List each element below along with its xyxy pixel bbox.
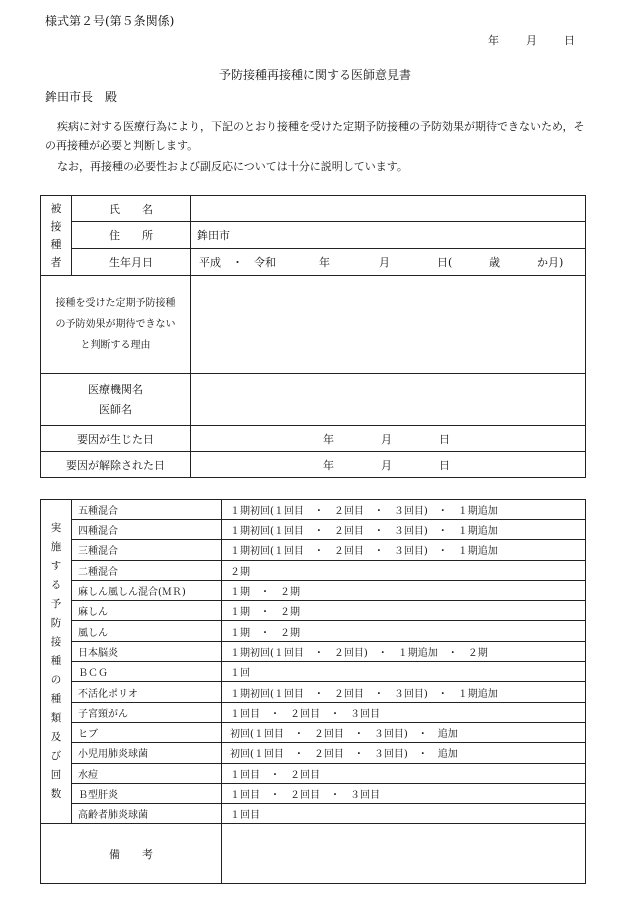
vaccine-name: 五種混合 [72,500,222,520]
vaccine-name: ヒブ [72,722,222,742]
dob-label: 生年月日 [72,249,191,276]
address-label: 住 所 [72,222,191,249]
address-field[interactable]: 鉾田市 [191,222,586,249]
vaccine-doses[interactable]: １回目 ・ ２回目 [222,763,586,783]
remarks-field[interactable] [222,824,586,884]
submission-day: 日 [564,34,575,47]
vaccine-doses[interactable]: １期初回(１回目 ・ ２回目 ・ ３回目) ・ １期追加 [222,520,586,540]
side-label-char: の [50,674,62,687]
side-label-char: 回 [50,769,62,782]
vaccine-name: 小児用肺炎球菌 [72,743,222,763]
vaccine-doses[interactable]: １回 [222,662,586,682]
vaccine-doses[interactable]: １期初回(１回目 ・ ２回目 ・ ３回目) ・ １期追加 [222,682,586,702]
vaccine-doses[interactable]: １期初回(１回目 ・ ２回目 ・ ３回目) ・ １期追加 [222,500,586,520]
vaccine-doses[interactable]: １回目 [222,804,586,824]
vaccine-name: 四種混合 [72,520,222,540]
vaccine-doses[interactable]: １期 ・ ２期 [222,621,586,641]
side-label-char: す [50,560,62,573]
resolved-date-field[interactable]: 年 月 日 [191,452,586,478]
name-label: 氏 名 [72,196,191,222]
side-label-char: る [50,579,62,592]
doctor-label: 医師名 [99,402,132,416]
cause-date-label: 要因が生じた日 [41,426,191,452]
submission-year: 年 [488,34,499,47]
patient-info-table [40,195,586,478]
side-label-char: 種 [50,655,62,668]
dob-month: 月 [379,256,390,269]
dob-era: 平成 ・ 令和 [199,256,276,269]
vaccine-name: 水痘 [72,763,222,783]
submission-month: 月 [526,34,537,47]
vaccine-doses[interactable]: １回目 ・ ２回目 ・ ３回目 [222,783,586,803]
vaccine-doses[interactable]: ２期 [222,560,586,580]
statement-paragraph: 疾病に対する医療行為により，下記のとおり接種を受けた定期予防接種の予防効果が期待できないため，その再接種が必要と判断します。 [45,120,585,152]
institution-label: 医療機関名 [88,382,143,396]
vaccine-doses[interactable]: １期 ・ ２期 [222,580,586,600]
side-label-char: 予 [50,598,62,611]
side-label-char: 類 [50,712,62,725]
vaccine-name: Ｂ型肝炎 [72,783,222,803]
vaccine-name: 高齢者肺炎球菌 [72,804,222,824]
vaccine-name: 麻しん風しん混合(ＭＲ) [72,580,222,600]
vaccine-name: ＢＣＧ [72,662,222,682]
document-title: 予防接種再接種に関する医師意見書 [218,68,411,82]
vaccine-name: 二種混合 [72,560,222,580]
side-label-char: び [50,750,62,763]
vaccine-side-label [41,500,72,824]
reason-field[interactable] [191,276,586,374]
vaccine-doses[interactable]: １期初回(１回目 ・ ２回目 ・ ３回目) ・ １期追加 [222,540,586,560]
side-label-char: 施 [50,541,62,554]
vaccine-doses[interactable]: １期初回(１回目 ・ ２回目) ・ １期追加 ・ ２期 [222,641,586,661]
dob-months: か月) [537,256,564,269]
vaccine-table [40,499,586,884]
side-label-char: 接 [50,636,62,649]
vaccine-name: 子宮頸がん [72,702,222,722]
institution-doctor-label [41,374,191,426]
cause-date-field[interactable]: 年 月 日 [191,426,586,452]
vaccine-doses[interactable]: １回目 ・ ２回目 ・ ３回目 [222,702,586,722]
vaccine-name: 日本脳炎 [72,641,222,661]
vaccine-doses[interactable]: 初回(１回目 ・ ２回目 ・ ３回目) ・ 追加 [222,743,586,763]
side-label-char: 種 [50,693,62,706]
dob-field[interactable] [191,249,586,276]
name-field[interactable] [191,196,586,222]
vaccine-name: 三種混合 [72,540,222,560]
vaccine-doses[interactable]: 初回(１回目 ・ ２回目 ・ ３回目) ・ 追加 [222,722,586,742]
vaccine-name: 風しん [72,621,222,641]
resolved-date-label: 要因が解除された日 [41,452,191,478]
patient-label: 被 接 種 者 [41,196,72,276]
reason-label: 接種を受けた定期予防接種 の予防効果が期待できない と判断する理由 [41,276,191,374]
side-label-char: 防 [50,617,62,630]
institution-doctor-field[interactable] [191,374,586,426]
vaccine-name: 麻しん [72,601,222,621]
dob-day: 日( [437,256,453,269]
dob-age: 歳 [489,256,500,269]
side-label-char: 実 [50,522,62,535]
submission-date [488,32,575,48]
explanation-paragraph: なお，再接種の必要性および副反応については十分に説明しています。 [57,160,408,173]
vaccine-doses[interactable]: １期 ・ ２期 [222,601,586,621]
addressee: 鉾田市長 殿 [45,90,118,104]
remarks-label: 備 考 [41,824,222,884]
dob-year: 年 [319,256,330,269]
form-number: 様式第２号(第５条関係) [45,14,175,28]
side-label-char: 及 [50,731,62,744]
side-label-char: 数 [50,788,62,801]
vaccine-name: 不活化ポリオ [72,682,222,702]
